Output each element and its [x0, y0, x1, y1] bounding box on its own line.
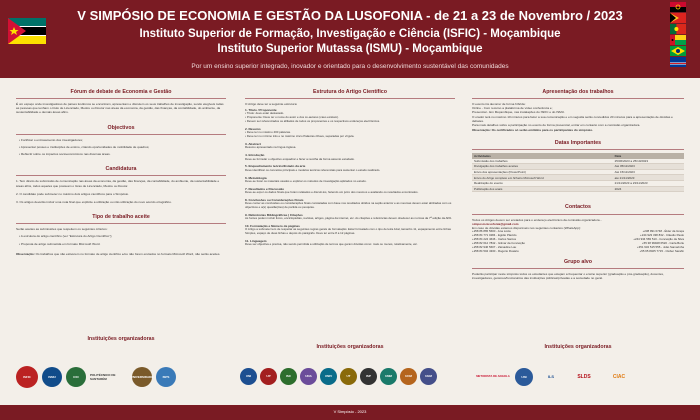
logo-icn: ICN	[66, 367, 86, 387]
estrutura-item-body: Resumo apresentado na língua inglesa.	[245, 145, 297, 150]
contacts-sub: Em caso de dúvidas estamos disponíveis nos seguintes contactos (WhatsApp):	[472, 225, 581, 230]
estrutura-item	[245, 142, 455, 150]
tipo-item: • Proposta de artigo submetida em formato Microsoft Word.	[19, 241, 101, 246]
logo-partner-4: UNA	[300, 368, 317, 385]
event-title: V SIMPÓSIO DE ECONOMIA E GESTÃO DA LUSOFONIA - de 21 a 23 de Novembro / 2023	[77, 8, 623, 23]
dates-cell-date: 25/06/2023 a 25/10/2023	[613, 159, 684, 164]
logo-partner-right-2: UNI	[515, 368, 533, 386]
logo-ismu: ISMU	[42, 367, 62, 387]
column-left	[16, 86, 226, 258]
dates-cell-activity: Divulgação dos trabalhos aceites	[472, 164, 613, 170]
contact-entry[interactable]: +258 82 946 5607 - Zainadine Lau	[472, 244, 517, 249]
cabo-verde-flag-icon	[670, 57, 686, 67]
objective-item: • Fortificar o entrosamento dos investigadores;	[19, 137, 83, 142]
estrutura-item-heading: 6. Metodologia	[245, 175, 267, 180]
estrutura-item-heading: 3. Abstract	[245, 142, 261, 147]
contacts-email[interactable]: simposio.lusofonia@gmail.com	[472, 221, 519, 226]
logo-partner-1: UNI	[240, 368, 257, 385]
angola-flag-icon	[670, 2, 686, 12]
dates-cell-activity: Publicação dos anais	[472, 186, 613, 192]
estrutura-item	[245, 127, 455, 139]
lusophone-flags	[670, 2, 686, 68]
logo-ils: ILS	[547, 374, 555, 380]
dates-cell-activity: Realização do evento	[472, 181, 613, 187]
logo-partner-6: UT	[340, 368, 357, 385]
column-middle	[245, 86, 455, 250]
contact-entry[interactable]: +258 84 504 4330 - Rogério Rosário	[472, 248, 519, 253]
tipo-observation: Observação: Os trabalhos que não estiverem no formato de artigo científico e/ou não forem enviados no formato Microsoft Word, não serão aceites.	[16, 251, 221, 256]
header-banner	[0, 0, 700, 78]
logo-partner-8: UNM	[380, 368, 397, 385]
contact-entry[interactable]: +55 38 99928 6520 - Carla Borle	[641, 240, 684, 245]
dates-section-title: Datas Importantes	[472, 140, 684, 150]
logos-left	[16, 366, 176, 388]
tipo-intro: Serão aceites as submissões que respeitem os seguintes critérios:	[16, 227, 108, 232]
dates-header-date: Data	[613, 153, 684, 158]
estrutura-item	[245, 224, 455, 236]
estrutura-item-body: Deve ser objectiva e precisa, não sendo permitida a utilização de termos que geram dúvidas como: mais ou menos, relativamente, etc.	[245, 242, 418, 247]
dates-header-activity: Actividades	[472, 153, 613, 158]
logos-right	[476, 368, 634, 386]
dates-cell-date: Até 05/11/2023	[613, 164, 684, 170]
inst-title-right: Instituições organizadoras	[544, 344, 612, 350]
estrutura-item	[245, 164, 455, 172]
candidatura-item: 2. O candidato pode submeter no máximo dois artigos científicos para o Simpósio.	[16, 191, 129, 196]
logo-metodista-angola: METODISTA DE ANGOLA	[476, 374, 510, 379]
grupo-text: Poderão participar neste simpósio todos os estudantes que estejam a frequentar o ensino superior (graduação e pós-graduação), docentes, investigadores, gestores/funcionários das instituições públicas/privadas e a sociedade no geral.	[472, 271, 664, 280]
candidatura-item: 3. Os artigos deverão incluir uma nota final que explicite a utilização ou não utilização do novo acordo ortográfico.	[16, 199, 172, 204]
candidatura-item: 1. Tem direito de submissão de comunicação nas áreas da economia, da gestão, das finanças, da contabilidade, do ambiente, da sustentabilidade e áreas afins, todos aqueles que possuam o Grau de Licenciado, Mestre ou Doutor.	[16, 179, 220, 188]
contact-entry[interactable]: +258 84 771 0284 - Egídio Placido	[472, 232, 517, 237]
estrutura-item-heading: 7. Resultados e Discussão	[245, 186, 285, 191]
estrutura-item-heading: 9. Referências Bibliográficas | Citações	[245, 212, 303, 217]
logos-middle	[240, 368, 437, 385]
estrutura-item-body: Deve identificar os conceitos principais e modelos teóricos referenciais para sustentar o estudo realizado.	[245, 167, 381, 172]
timor-leste-flag-icon	[670, 13, 686, 23]
dates-cell-activity: Envio do Artigo completo em ficheiro Microsoft Word	[472, 175, 613, 181]
estrutura-section-title: Estrutura do Artigo Científico	[245, 89, 455, 99]
footer	[0, 405, 700, 420]
logo-isfic: ISFIC	[16, 366, 38, 388]
estrutura-list	[245, 108, 455, 247]
dates-cell-date: 2024	[613, 186, 684, 192]
contact-entry[interactable]: +244 934 583 510 - Conceição da Silva	[633, 236, 684, 241]
contacts-section-title: Contactos	[472, 204, 684, 214]
estrutura-item	[245, 213, 455, 221]
apresentacao-section-title: Apresentação dos trabalhos	[472, 89, 684, 99]
estrutura-item-body: As fontes podem incluir livros, enciclopédias, revistas, artigos, página da internet, etc. As citações e referências devem obedecer as normas da 7ª edição da APA.	[245, 215, 453, 220]
brazil-flag-icon	[670, 46, 686, 56]
logo-partner-5: UNIV	[320, 368, 337, 385]
logo-partner-7: ISP	[360, 368, 377, 385]
apresentacao-line: Para mais detalhes sobre a participação no evento de forma presencial, entrar em contacto com a comissão organizadora.	[472, 123, 641, 127]
forum-text: É um espaço onde investigadores de países lusófonos se encontram, apresentam e discutem os seus trabalhos de investigação, sendo elegíveis todas as pessoas que tenham o título de Licenciado, Mestre ou Doutor nas áreas da economia, da gestão, das finanças, da contabilidade, do ambiente, da sustentabilidade e demais áreas afins.	[16, 102, 224, 115]
inst-title-left: Instituições organizadoras	[87, 336, 155, 342]
estrutura-item	[245, 176, 455, 184]
dates-cell-date: até 21/11/2023	[613, 175, 684, 181]
estrutura-item	[245, 108, 455, 124]
dates-table	[472, 153, 684, 192]
contact-entry[interactable]: +55 65 8405 7715 - Cléber Sarafin	[639, 248, 684, 253]
logo-partner-9: UCM	[400, 368, 417, 385]
inst-title-middle: Instituições organizadoras	[316, 344, 384, 350]
contact-entry[interactable]: +258 82 612 7842 - Gilmar da Conceição	[472, 240, 525, 245]
tipo-section-title: Tipo de trabalho aceite	[16, 214, 226, 224]
apresentacao-line: O orador terá no máximo 10 minutos para fazer a sua comunicação e em seguida serão concedidos 20 minutos para a apresentação de dúvidas e debates.	[472, 114, 673, 123]
contacts-list	[472, 230, 684, 254]
contact-entry[interactable]: +244 923 338 832 - Cláudio Paulo	[640, 232, 684, 237]
contact-entry[interactable]: +351 932 515 555 - João Samarinha	[636, 244, 684, 249]
dates-cell-date: 21/11/2023 a 23/11/2023	[613, 181, 684, 187]
estrutura-item	[245, 187, 455, 195]
dates-table-row	[472, 186, 684, 192]
logo-isps: ISPS	[156, 367, 176, 387]
estrutura-item-body: Deve-se expor os dados finais que foram relatados e discuti-los, fazendo um juízo dos mesmos e avaliando os resultados encontrados.	[245, 189, 419, 194]
dates-cell-activity: Envio dos apresentações (PowerPoint)	[472, 169, 613, 175]
estrutura-item	[245, 198, 455, 210]
contact-entry[interactable]: +238 991 0748 - Élder da Graça	[642, 229, 684, 234]
estrutura-item-heading: 4. Introdução	[245, 153, 265, 158]
column-right	[472, 86, 684, 280]
apresentacao-line: Online - Com recurso a plataforma de vídeo conferência e;	[472, 106, 553, 111]
event-subtitle: Por um ensino superior integrado, inovador e orientado para o desenvolvimento sustentável das comunidades	[191, 63, 509, 70]
grupo-section-title: Grupo alvo	[472, 259, 684, 269]
logo-partner-10: UEM	[420, 368, 437, 385]
logo-partner-3: ISC	[280, 368, 297, 385]
portugal-flag-icon	[670, 24, 686, 34]
contacts-intro: Todos os Artigos devem ser enviados para o endereço electrónico da comissão organizadora -	[472, 217, 602, 222]
footer-text: V Simpósio - 2023	[333, 409, 367, 414]
institution-isfic: Instituto Superior de Formação, Investigação e Ciência (ISFIC) - Moçambique	[139, 28, 561, 40]
estrutura-item-heading: 10. Formatação e Número de páginas	[245, 223, 300, 228]
logo-ciac: CIAC	[612, 373, 626, 380]
contact-row	[472, 250, 684, 254]
dates-cell-activity: Submissão dos trabalhos	[472, 159, 613, 164]
estrutura-intro: O Artigo deve ter a seguinte estrutura:	[245, 102, 298, 107]
estrutura-item-heading: 8. Conclusões ou Considerações Finais	[245, 197, 304, 202]
logo-partner-2: UP	[260, 368, 277, 385]
estrutura-item-heading: 5. Enquadramento teórico/Estado da arte	[245, 164, 306, 169]
forum-section-title: Fórum de debate de Economia e Gestão	[16, 89, 226, 99]
objective-item: • Apresentar posses e instituições de ensino, criando oportunidades de mobilidade de quadros;	[19, 144, 150, 149]
estrutura-item	[245, 239, 455, 247]
apresentacao-line: Presencial - Em Moçambique, nas instalações do ISFIC e do ISMU.	[472, 110, 565, 115]
contact-entry[interactable]: +258 84 224 4646 - Carlos Santos	[472, 236, 517, 241]
objective-item: • Reflectir sobre os impactos socioeconómicos nas diversas áreas.	[19, 152, 111, 157]
apresentacao-line: O evento irá decorrer de forma híbrida:	[472, 102, 526, 107]
candidatura-section-title: Candidatura	[16, 166, 226, 176]
estrutura-item-body: • Deve ter no máximo 400 palavras. • Deve ter no mínimo três e no máximo cinco Palavras-Chave, separadas por vírgula.	[245, 130, 355, 139]
estrutura-item-body: Deve-se formular o objectivo enquadrar e fazer a recolha da forma assunto estudado.	[245, 156, 355, 161]
estrutura-item-heading: 2. Resumo	[245, 127, 261, 132]
contact-entry[interactable]: +258 86 865 5600 - Ana Lúcia	[472, 229, 511, 234]
logo-universidade: UNIVERSIDADE	[132, 367, 152, 387]
apresentacao-observation: Observação: Os certificados só serão emitidos para os participantes do simpósio.	[472, 128, 594, 133]
estrutura-item-body: • Título: deve estar destacado. • Proponente: Deve ter o nome do autor e dos co-autores (caso existam). • Devem ser referenciados os afiliados de todos os proponentes e os respectivos endereços electrónicos.	[245, 111, 381, 124]
tipo-item: • A estrutura do artigo científico (ver "Estrutura do Artigo Científico");	[19, 234, 113, 239]
objectives-section-title: Objectivos	[16, 125, 226, 135]
estrutura-item-body: Deve-se focar os materiais usados e explicar os métodos de investigação aplicados no estudo.	[245, 178, 367, 183]
dates-cell-date: Até 15/11/2023	[613, 169, 684, 175]
estrutura-item-body: O Artigo a submeter tem de respeitar as seguintes regras gerais de formatação: Estar formatado com o tipo de letra Arial, tamanho 11, espaçamento entre linhas Simples, espaço de duas linhas e depois do parágrafo. Deve ter entre 8 a 12 páginas.	[245, 227, 451, 235]
estrutura-item	[245, 153, 455, 161]
institution-ismu: Instituto Superior Mutassa (ISMU) - Moçambique	[217, 43, 483, 55]
logo-slds: SLDS	[577, 373, 591, 380]
estrutura-item-heading: 1. Título / Proponente	[245, 108, 277, 113]
estrutura-item-heading: 11. Linguagem	[245, 238, 267, 243]
estrutura-item-body: Deve conter as conclusões ou considerações finais constatadas com base nos resultados obtidos na seção anterior e as mesmas devem estar alinhadas com os objectivos e a(s) questão(ões) de partida ou pesquisa.	[245, 200, 452, 209]
guinea-bissau-flag-icon	[670, 35, 686, 45]
logo-politecnico-santarem: POLITÉCNICO DE SANTARÉM	[90, 372, 116, 381]
